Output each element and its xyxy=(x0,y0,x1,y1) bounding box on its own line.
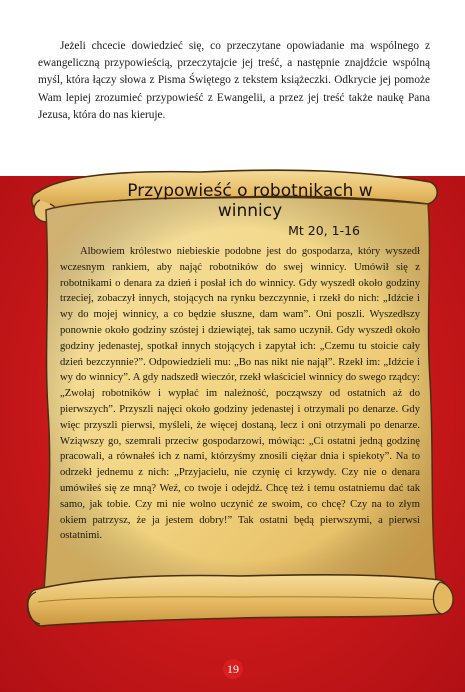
intro-paragraph: Jeżeli chcecie dowiedzieć się, co przeczytane opowiadanie ma wspólnego z ewangeliczną przypowieścią, przeczytajcie jej treść, a następnie znajdźcie wspólną myśl, która łączy słowa z Pisma Świętego z tekstem książeczki. Odkrycie jej pomoże Wam lepiej zrozumieć przypowieść z Ewangelii, a przez jej treść także naukę Pana Jezusa, która do nas kieruje. xyxy=(38,40,430,121)
parable-text: Albowiem królestwo niebieskie podobne jest do gospodarza, który wyszedł wczesnym rankiem, aby nająć robotników do swej winnicy. Umówił się z robotnikami o denara za dzień i posłał ich do winnicy. Gdy wyszedł około godziny trzeciej, zobaczył innych, stojących na rynku bezczynnie, i rzekł do nich: „Idźcie i wy do mojej winnicy, a co będzie słuszne, dam wam”. Oni poszli. Wyszedłszy ponownie około godziny szóstej i dziewiątej, tak samo uczynił. Gdy wyszedł około godziny jedenastej, spotkał innych stojących i zapytał ich: „Czemu tu stoicie cały dzień bezczynnie?”. Odpowiedzieli mu: „Bo nas nikt nie najął”. Rzekł im: „Idźcie i wy do winnicy”. A gdy nadszedł wieczór, rzekł właściciel winnicy do swego rządcy: „Zwołaj robotników i wypłać im należność, począwszy od ostatnich aż do pierwszych”. Przyszli najęci około godziny jedenastej i otrzymali po denarze. Gdy więc przyszli pierwsi, myśleli, że więcej dostaną, lecz i oni otrzymali po denarze. Wziąwszy go, szemrali przeciw gospodarzowi, mówiąc: „Ci ostatni jedną godzinę pracowali, a równałeś ich z nami, którzyśmy znosili ciężar dnia i spiekoty”. Na to odrzekł jednemu z nich: „Przyjacielu, nie czynię ci krzywdy. Czy nie o denara umówiłeś się ze mną? Weź, co twoje i odejdź. Chcę też i temu ostatniemu dać tak samo, jak tobie. Czy mi nie wolno uczynić ze swoim, co chcę? Czy na to złym okiem patrzysz, że ja jestem dobry!” Tak ostatni będą pierwszymi, a pierwsi ostatnimi. xyxy=(60,246,420,542)
scripture-reference: Mt 20, 1-16 xyxy=(288,223,360,238)
scroll-bottom-roll xyxy=(28,575,449,626)
parable-title: Przypowieść o robotnikach w winnicy xyxy=(127,181,373,221)
page-number-badge: 19 xyxy=(223,659,243,679)
